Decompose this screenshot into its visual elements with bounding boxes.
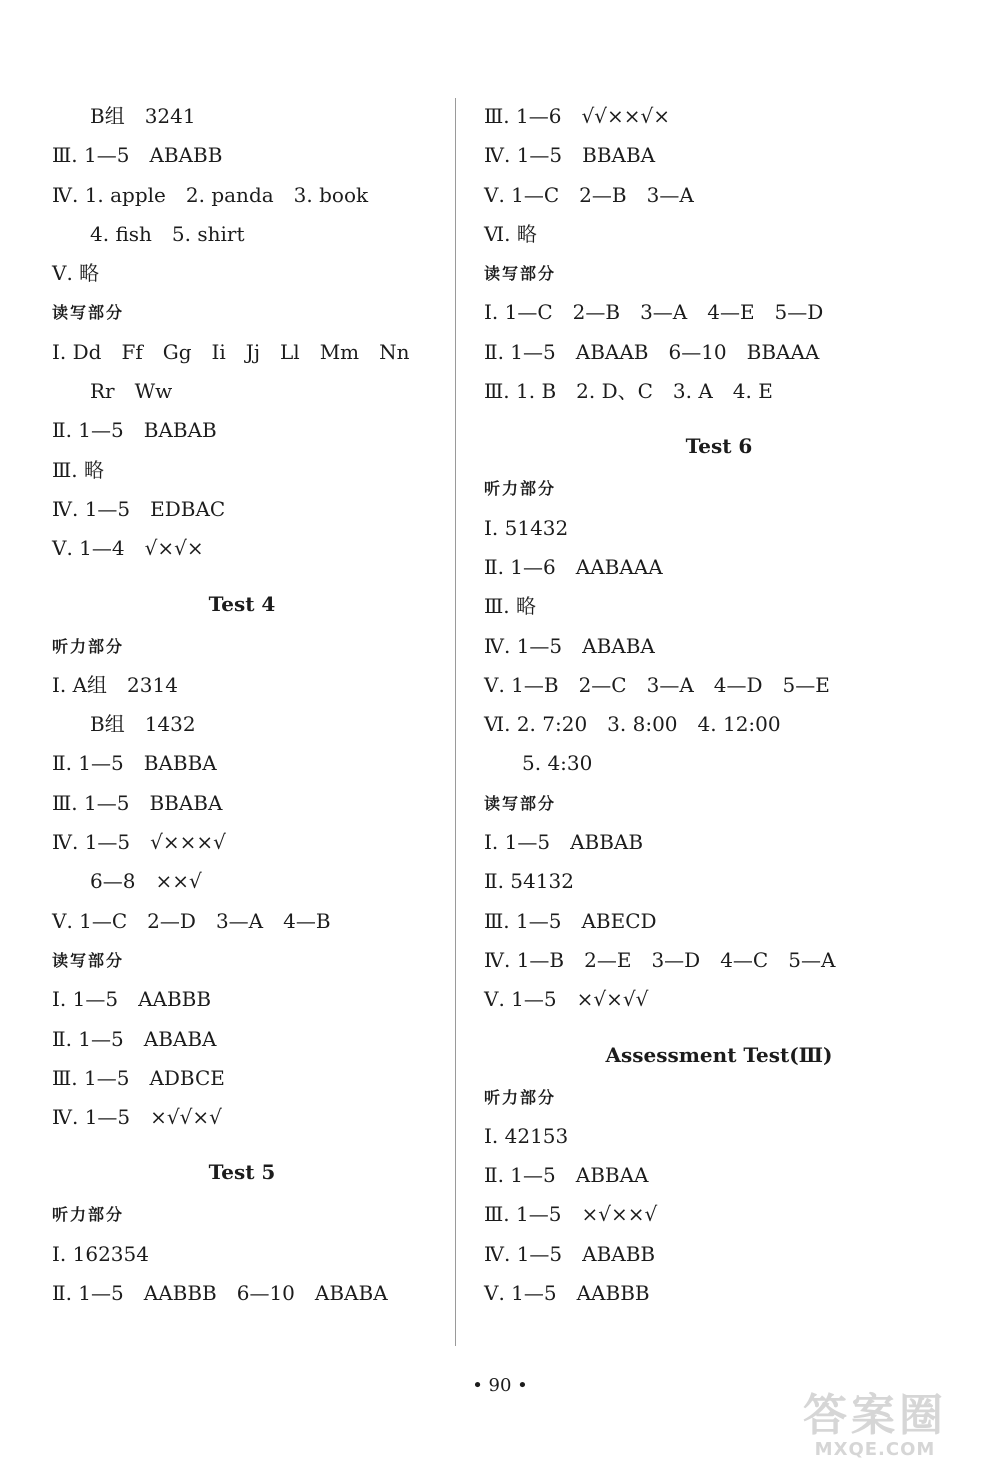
column-divider xyxy=(455,98,456,1346)
answer-line: Ⅳ. 1—5 √×××√ xyxy=(52,830,226,855)
answer-line: Rr Ww xyxy=(90,379,173,404)
answer-line: Ⅴ. 1—5 AABBB xyxy=(484,1281,650,1306)
answer-line: Ⅲ. 1—5 ABECD xyxy=(484,908,657,933)
section-heading: 听力部分 xyxy=(52,636,125,656)
answer-line: Ⅱ. 1—5 ABAAB 6—10 BBAAA xyxy=(484,339,820,364)
section-heading: 听力部分 xyxy=(52,1205,125,1225)
answer-line: Ⅲ. 略 xyxy=(484,594,537,619)
section-heading: 听力部分 xyxy=(484,1087,557,1107)
answer-line: Ⅲ. 1. B 2. D、C 3. A 4. E xyxy=(484,379,773,404)
answer-line: Ⅴ. 略 xyxy=(52,261,100,286)
watermark-logo xyxy=(770,1390,980,1465)
answer-line: 6—8 ××√ xyxy=(90,869,202,894)
answer-line: B组 3241 xyxy=(90,104,196,128)
answer-line: Ⅳ. 1—5 BBABA xyxy=(484,143,656,168)
answer-line: Ⅵ. 略 xyxy=(484,221,537,246)
answer-line: Ⅴ. 1—5 ×√×√√ xyxy=(484,987,649,1012)
answer-line: Ⅱ. 54132 xyxy=(484,869,574,894)
page-number: • 90 • xyxy=(472,1375,528,1396)
answer-line: Ⅲ. 1—5 ADBCE xyxy=(52,1065,225,1090)
section-heading: 读写部分 xyxy=(52,303,125,323)
answer-line: Ⅴ. 1—4 √×√× xyxy=(52,536,204,561)
answer-line: Ⅰ. 1—5 ABBAB xyxy=(484,830,644,855)
answer-line: Ⅱ. 1—5 ABABA xyxy=(52,1026,217,1051)
answer-line: 5. 4:30 xyxy=(522,751,593,776)
answer-line: Ⅳ. 1—5 ABABB xyxy=(484,1241,656,1266)
section-heading: 听力部分 xyxy=(484,479,557,499)
answer-line: Ⅱ. 1—6 AABAAA xyxy=(484,554,663,579)
test-title: Test 4 xyxy=(208,591,276,616)
answer-line: Ⅰ. 162354 xyxy=(52,1241,149,1266)
watermark-line2: MXQE.COM xyxy=(814,1439,936,1460)
answer-line: Ⅲ. 1—5 ×√××√ xyxy=(484,1202,658,1227)
answer-line: Ⅱ. 1—5 BABAB xyxy=(52,418,217,443)
watermark-line1: 答案圈 xyxy=(803,1390,947,1441)
section-heading: 读写部分 xyxy=(52,950,125,970)
answer-line: Ⅲ. 1—5 BBABA xyxy=(52,790,223,815)
answer-line: B组 1432 xyxy=(90,712,196,737)
answer-line: Ⅰ. 51432 xyxy=(484,515,569,540)
answer-line: Ⅴ. 1—C 2—B 3—A xyxy=(484,182,694,207)
answer-line: Ⅰ. 1—C 2—B 3—A 4—E 5—D xyxy=(484,300,824,325)
answer-line: 4. fish 5. shirt xyxy=(90,221,245,246)
left-column xyxy=(52,97,432,1313)
test-title: Test 5 xyxy=(208,1160,276,1185)
answer-line: Ⅱ. 1—5 ABBAA xyxy=(484,1163,649,1188)
answer-line: Ⅲ. 1—6 √√××√× xyxy=(484,104,670,128)
answer-line: Ⅳ. 1—5 ×√√×√ xyxy=(52,1105,222,1130)
answer-line: Ⅳ. 1—5 ABABA xyxy=(484,633,655,658)
section-heading: 读写部分 xyxy=(484,264,557,284)
test-title: Test 6 xyxy=(685,434,753,459)
answer-line: Ⅱ. 1—5 BABBA xyxy=(52,751,217,776)
answer-line: Ⅰ. 42153 xyxy=(484,1123,569,1148)
answer-line: Ⅴ. 1—B 2—C 3—A 4—D 5—E xyxy=(484,672,830,697)
answer-line: Ⅲ. 1—5 ABABB xyxy=(52,143,223,168)
answer-line: Ⅳ. 1—5 EDBAC xyxy=(52,496,226,521)
right-column xyxy=(484,97,954,1313)
answer-line: Ⅵ. 2. 7:20 3. 8:00 4. 12:00 xyxy=(484,712,781,737)
section-heading: 读写部分 xyxy=(484,793,557,813)
answer-line: Ⅰ. Dd Ff Gg Ii Jj Ll Mm Nn xyxy=(52,339,410,364)
answer-line: Ⅰ. 1—5 AABBB xyxy=(52,987,212,1012)
answer-line: Ⅳ. 1. apple 2. panda 3. book xyxy=(52,182,369,207)
test-title: Assessment Test(Ⅲ) xyxy=(605,1042,833,1067)
answer-line: Ⅰ. A组 2314 xyxy=(52,672,178,697)
answer-line: Ⅳ. 1—B 2—E 3—D 4—C 5—A xyxy=(484,947,836,972)
answer-line: Ⅲ. 略 xyxy=(52,457,105,482)
answer-line: Ⅴ. 1—C 2—D 3—A 4—B xyxy=(52,908,331,933)
answer-line: Ⅱ. 1—5 AABBB 6—10 ABABA xyxy=(52,1281,388,1306)
